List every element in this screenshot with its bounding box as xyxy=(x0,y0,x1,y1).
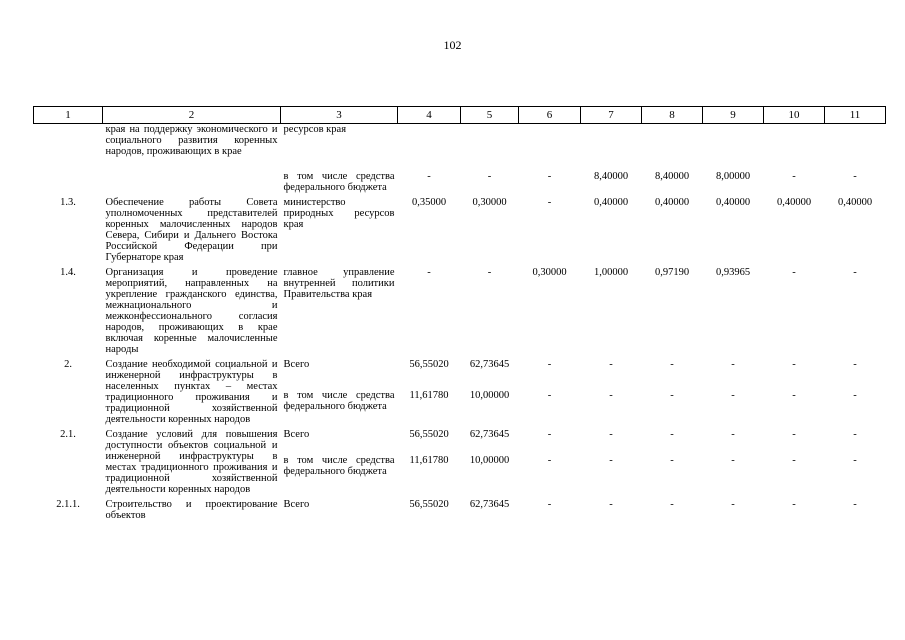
value-cell: 1,00000 xyxy=(593,267,629,278)
program-table xyxy=(33,106,886,521)
column-header: 7 xyxy=(581,107,642,124)
value-cell: 11,61780 xyxy=(409,389,449,401)
value-cell: 62,73645 xyxy=(469,499,510,510)
value-cell: - xyxy=(731,499,735,510)
value-cell: 56,55020 xyxy=(409,429,449,440)
value-cell: - xyxy=(792,454,796,466)
value-cell: - xyxy=(853,389,857,401)
responsible-party: ресурсов края xyxy=(283,124,347,135)
item-number xyxy=(34,157,103,193)
value-cell: 62,73645 xyxy=(469,429,510,440)
value-cell xyxy=(764,124,825,158)
column-header: 2 xyxy=(103,107,281,124)
responsible-party: в том числе средства федерального бюджета xyxy=(283,389,395,412)
item-description: Создание условий для повышения доступности объектов социальной и инженерной инфраструктуры в местах традиционного проживания и традиционной хозяйственной деятельности коренных народов xyxy=(105,429,278,495)
item-description: края на поддержку экономического и социального развития коренных народов, проживающих в крае xyxy=(105,124,278,157)
value-cell: - xyxy=(853,171,857,182)
value-cell: 8,00000 xyxy=(715,171,751,182)
value-cell xyxy=(519,124,581,158)
responsible-party: Всего xyxy=(283,499,310,510)
value-cell: 11,61780 xyxy=(409,454,449,466)
value-cell: - xyxy=(731,389,735,401)
value-cell: - xyxy=(609,359,613,370)
value-cell: - xyxy=(670,359,674,370)
item-number xyxy=(34,124,103,158)
value-cell: 0,30000 xyxy=(472,197,507,208)
table-row xyxy=(34,495,886,521)
item-description: Обеспечение работы Совета уполномоченных представителей коренных малочисленных народов Севера, Сибири и Дальнего Востока Российской Федерации при Губернаторе края xyxy=(105,197,278,263)
value-cell: 0,40000 xyxy=(654,197,690,208)
table-row xyxy=(34,263,886,355)
value-cell: 56,55020 xyxy=(409,359,449,370)
column-header: 8 xyxy=(642,107,703,124)
value-cell xyxy=(398,124,461,158)
value-cell: - xyxy=(609,429,613,440)
value-cell: - xyxy=(547,389,552,401)
item-number: 1.3. xyxy=(60,197,76,208)
value-cell: 0,93965 xyxy=(715,267,751,278)
value-cell xyxy=(581,124,642,158)
item-number: 2.1.1. xyxy=(56,499,80,510)
value-cell: - xyxy=(670,499,674,510)
value-cell: - xyxy=(427,267,431,278)
value-cell: - xyxy=(609,499,613,510)
value-cell: - xyxy=(792,499,796,510)
value-cell: - xyxy=(731,429,735,440)
value-cell: 62,73645 xyxy=(469,359,510,370)
value-cell: - xyxy=(547,171,552,182)
value-cell: 56,55020 xyxy=(409,499,449,510)
value-cell: 0,40000 xyxy=(776,197,812,208)
value-cell: - xyxy=(792,171,796,182)
column-header: 10 xyxy=(764,107,825,124)
header-row xyxy=(34,107,886,124)
value-cell: - xyxy=(792,429,796,440)
column-header: 4 xyxy=(398,107,461,124)
column-header: 5 xyxy=(461,107,519,124)
value-cell: - xyxy=(609,389,613,401)
column-header: 6 xyxy=(519,107,581,124)
value-cell: - xyxy=(853,499,857,510)
value-cell: - xyxy=(427,171,431,182)
table-row xyxy=(34,157,886,193)
table-row xyxy=(34,355,886,376)
value-cell: - xyxy=(792,267,796,278)
table-row xyxy=(34,124,886,158)
column-header: 9 xyxy=(703,107,764,124)
value-cell: - xyxy=(853,267,857,278)
responsible-party: в том числе средства федерального бюджета xyxy=(283,171,395,193)
value-cell: - xyxy=(670,389,674,401)
page-number: 102 xyxy=(443,38,462,52)
value-cell: 0,35000 xyxy=(411,197,447,208)
value-cell: - xyxy=(731,359,735,370)
column-header: 11 xyxy=(825,107,886,124)
value-cell: - xyxy=(547,197,552,208)
value-cell xyxy=(703,124,764,158)
column-header: 1 xyxy=(34,107,103,124)
value-cell: 0,30000 xyxy=(532,267,567,278)
value-cell: - xyxy=(547,454,552,466)
value-cell: - xyxy=(670,429,674,440)
value-cell: - xyxy=(547,499,552,510)
value-cell: - xyxy=(731,454,735,466)
item-number: 2. xyxy=(64,359,72,370)
value-cell xyxy=(642,124,703,158)
value-cell: 0,40000 xyxy=(593,197,629,208)
value-cell: 8,40000 xyxy=(654,171,690,182)
value-cell: 0,40000 xyxy=(837,197,873,208)
value-cell xyxy=(825,124,886,158)
table-row xyxy=(34,193,886,263)
responsible-party: министерство природных ресурсов края xyxy=(283,197,395,230)
value-cell: - xyxy=(792,359,796,370)
value-cell: - xyxy=(609,454,613,466)
value-cell: 0,97190 xyxy=(654,267,690,278)
value-cell: - xyxy=(670,454,674,466)
value-cell: - xyxy=(853,429,857,440)
item-description: Создание необходимой социальной и инженерной инфраструктуры в населенных пунктах – местах традиционного проживания и традиционной хозяйственной деятельности коренных народов xyxy=(105,359,278,425)
item-description: Строительство и проектирование объектов xyxy=(105,499,278,521)
responsible-party: главное управление внутренней политики Правительства края xyxy=(283,267,395,300)
value-cell: - xyxy=(547,429,552,440)
value-cell xyxy=(461,124,519,158)
responsible-party: Всего xyxy=(283,429,310,440)
item-description xyxy=(103,157,281,193)
value-cell: 8,40000 xyxy=(593,171,629,182)
value-cell: - xyxy=(853,359,857,370)
value-cell: 10,00000 xyxy=(469,389,510,401)
value-cell: - xyxy=(853,454,857,466)
table-row xyxy=(34,425,886,451)
value-cell: - xyxy=(487,267,492,278)
column-header: 3 xyxy=(281,107,398,124)
item-number: 2.1. xyxy=(60,429,76,440)
responsible-party: Всего xyxy=(283,359,310,370)
responsible-party: в том числе средства федерального бюджета xyxy=(283,454,395,477)
item-description: Организация и проведение мероприятий, направленных на укрепление гражданского единства, межнационального и межконфессионального согласия народов, проживающих в крае включая коренные малочисленные народы xyxy=(105,267,278,355)
value-cell: - xyxy=(547,359,552,370)
value-cell: 10,00000 xyxy=(469,454,510,466)
item-number: 1.4. xyxy=(60,267,76,278)
value-cell: - xyxy=(792,389,796,401)
value-cell: 0,40000 xyxy=(715,197,751,208)
value-cell: - xyxy=(487,171,492,182)
